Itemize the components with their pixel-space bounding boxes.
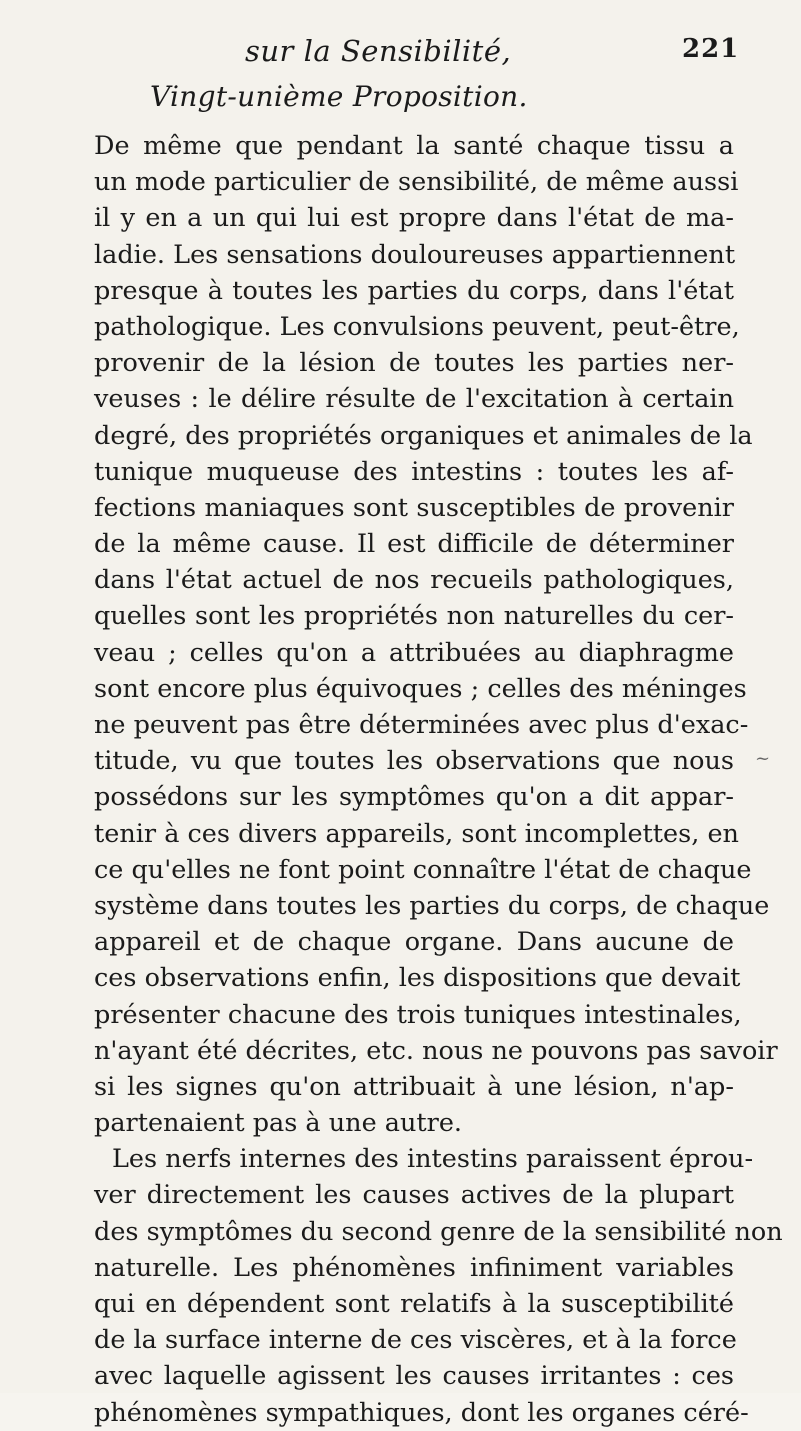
text-line: presque à toutes les parties du corps, dans l'état [94, 275, 734, 306]
text-line: titude, vu que toutes les observations que nous [94, 746, 734, 777]
text-line: si les signes qu'on attribuait à une lésion, n'ap- [94, 1071, 734, 1102]
text-line: de la surface interne de ces viscères, et à la force [94, 1325, 737, 1356]
text-line: ne peuvent pas être déterminées avec plus d'exac- [94, 710, 749, 740]
paragraph-2 [94, 1141, 783, 1431]
text-line: sont encore plus équivoques ; celles des méninges [94, 673, 747, 704]
text-line: ver directement les causes actives de la plupart [94, 1180, 734, 1211]
text-line: n'ayant été décrites, etc. nous ne pouvons pas savoir [94, 1035, 778, 1066]
text-line: De même que pendant la santé chaque tissu a [94, 131, 734, 161]
paragraph-1 [94, 128, 778, 1141]
text-line: présenter chacune des trois tuniques intestinales, [94, 999, 742, 1030]
text-line: un mode particulier de sensibilité, de même aussi [94, 167, 739, 198]
text-line: ce qu'elles ne font point connaître l'état de chaque [94, 854, 752, 885]
text-line: quelles sont les propriétés non naturelles du cer- [94, 601, 734, 632]
text-line: des symptômes du second genre de la sensibilité non [94, 1216, 783, 1247]
section-title: Vingt-unième Proposition. [150, 80, 528, 113]
page-header [0, 34, 801, 70]
text-line: fections maniaques sont susceptibles de provenir [94, 492, 734, 523]
text-line: ladie. Les sensations douloureuses appartiennent [94, 239, 736, 270]
page-number: 221 [682, 34, 740, 64]
text-line: avec laquelle agissent les causes irritantes : ces [94, 1361, 734, 1392]
text-line: degré, des propriétés organiques et animales de la [94, 420, 753, 451]
text-line: phénomènes sympathiques, dont les organes céré- [94, 1397, 749, 1428]
text-line: ces observations enfin, les dispositions que devait [94, 963, 741, 994]
text-line: provenir de la lésion de toutes les parties ner- [94, 348, 734, 379]
text-line: il y en a un qui lui est propre dans l'état de ma- [94, 203, 734, 234]
running-title: sur la Sensibilité, [245, 34, 512, 68]
body-text [94, 128, 783, 1431]
text-line: dans l'état actuel de nos recueils pathologiques, [94, 565, 734, 596]
text-line: veuses : le délire résulte de l'excitation à certain [94, 384, 734, 415]
text-line: naturelle. Les phénomènes infiniment variables [94, 1252, 734, 1283]
text-line: tenir à ces divers appareils, sont incomplettes, en [94, 818, 739, 849]
text-line: système dans toutes les parties du corps, de chaque [94, 890, 770, 921]
margin-mark: ~ [755, 748, 771, 769]
text-line: pathologique. Les convulsions peuvent, peut-être, [94, 311, 740, 342]
text-line: de la même cause. Il est difficile de déterminer [94, 529, 734, 560]
text-line: tunique muqueuse des intestins : toutes les af- [94, 456, 734, 487]
text-line: veau ; celles qu'on a attribuées au diaphragme [94, 637, 734, 668]
text-line: qui en dépendent sont relatifs à la susceptibilité [94, 1289, 734, 1319]
text-line: possédons sur les symptômes qu'on a dit appar- [94, 782, 734, 813]
text-line: partenaient pas à une autre. [94, 1108, 463, 1139]
text-line: appareil et de chaque organe. Dans aucune de [94, 927, 734, 958]
text-line: Les nerfs internes des intestins paraissent éprou- [112, 1144, 754, 1175]
